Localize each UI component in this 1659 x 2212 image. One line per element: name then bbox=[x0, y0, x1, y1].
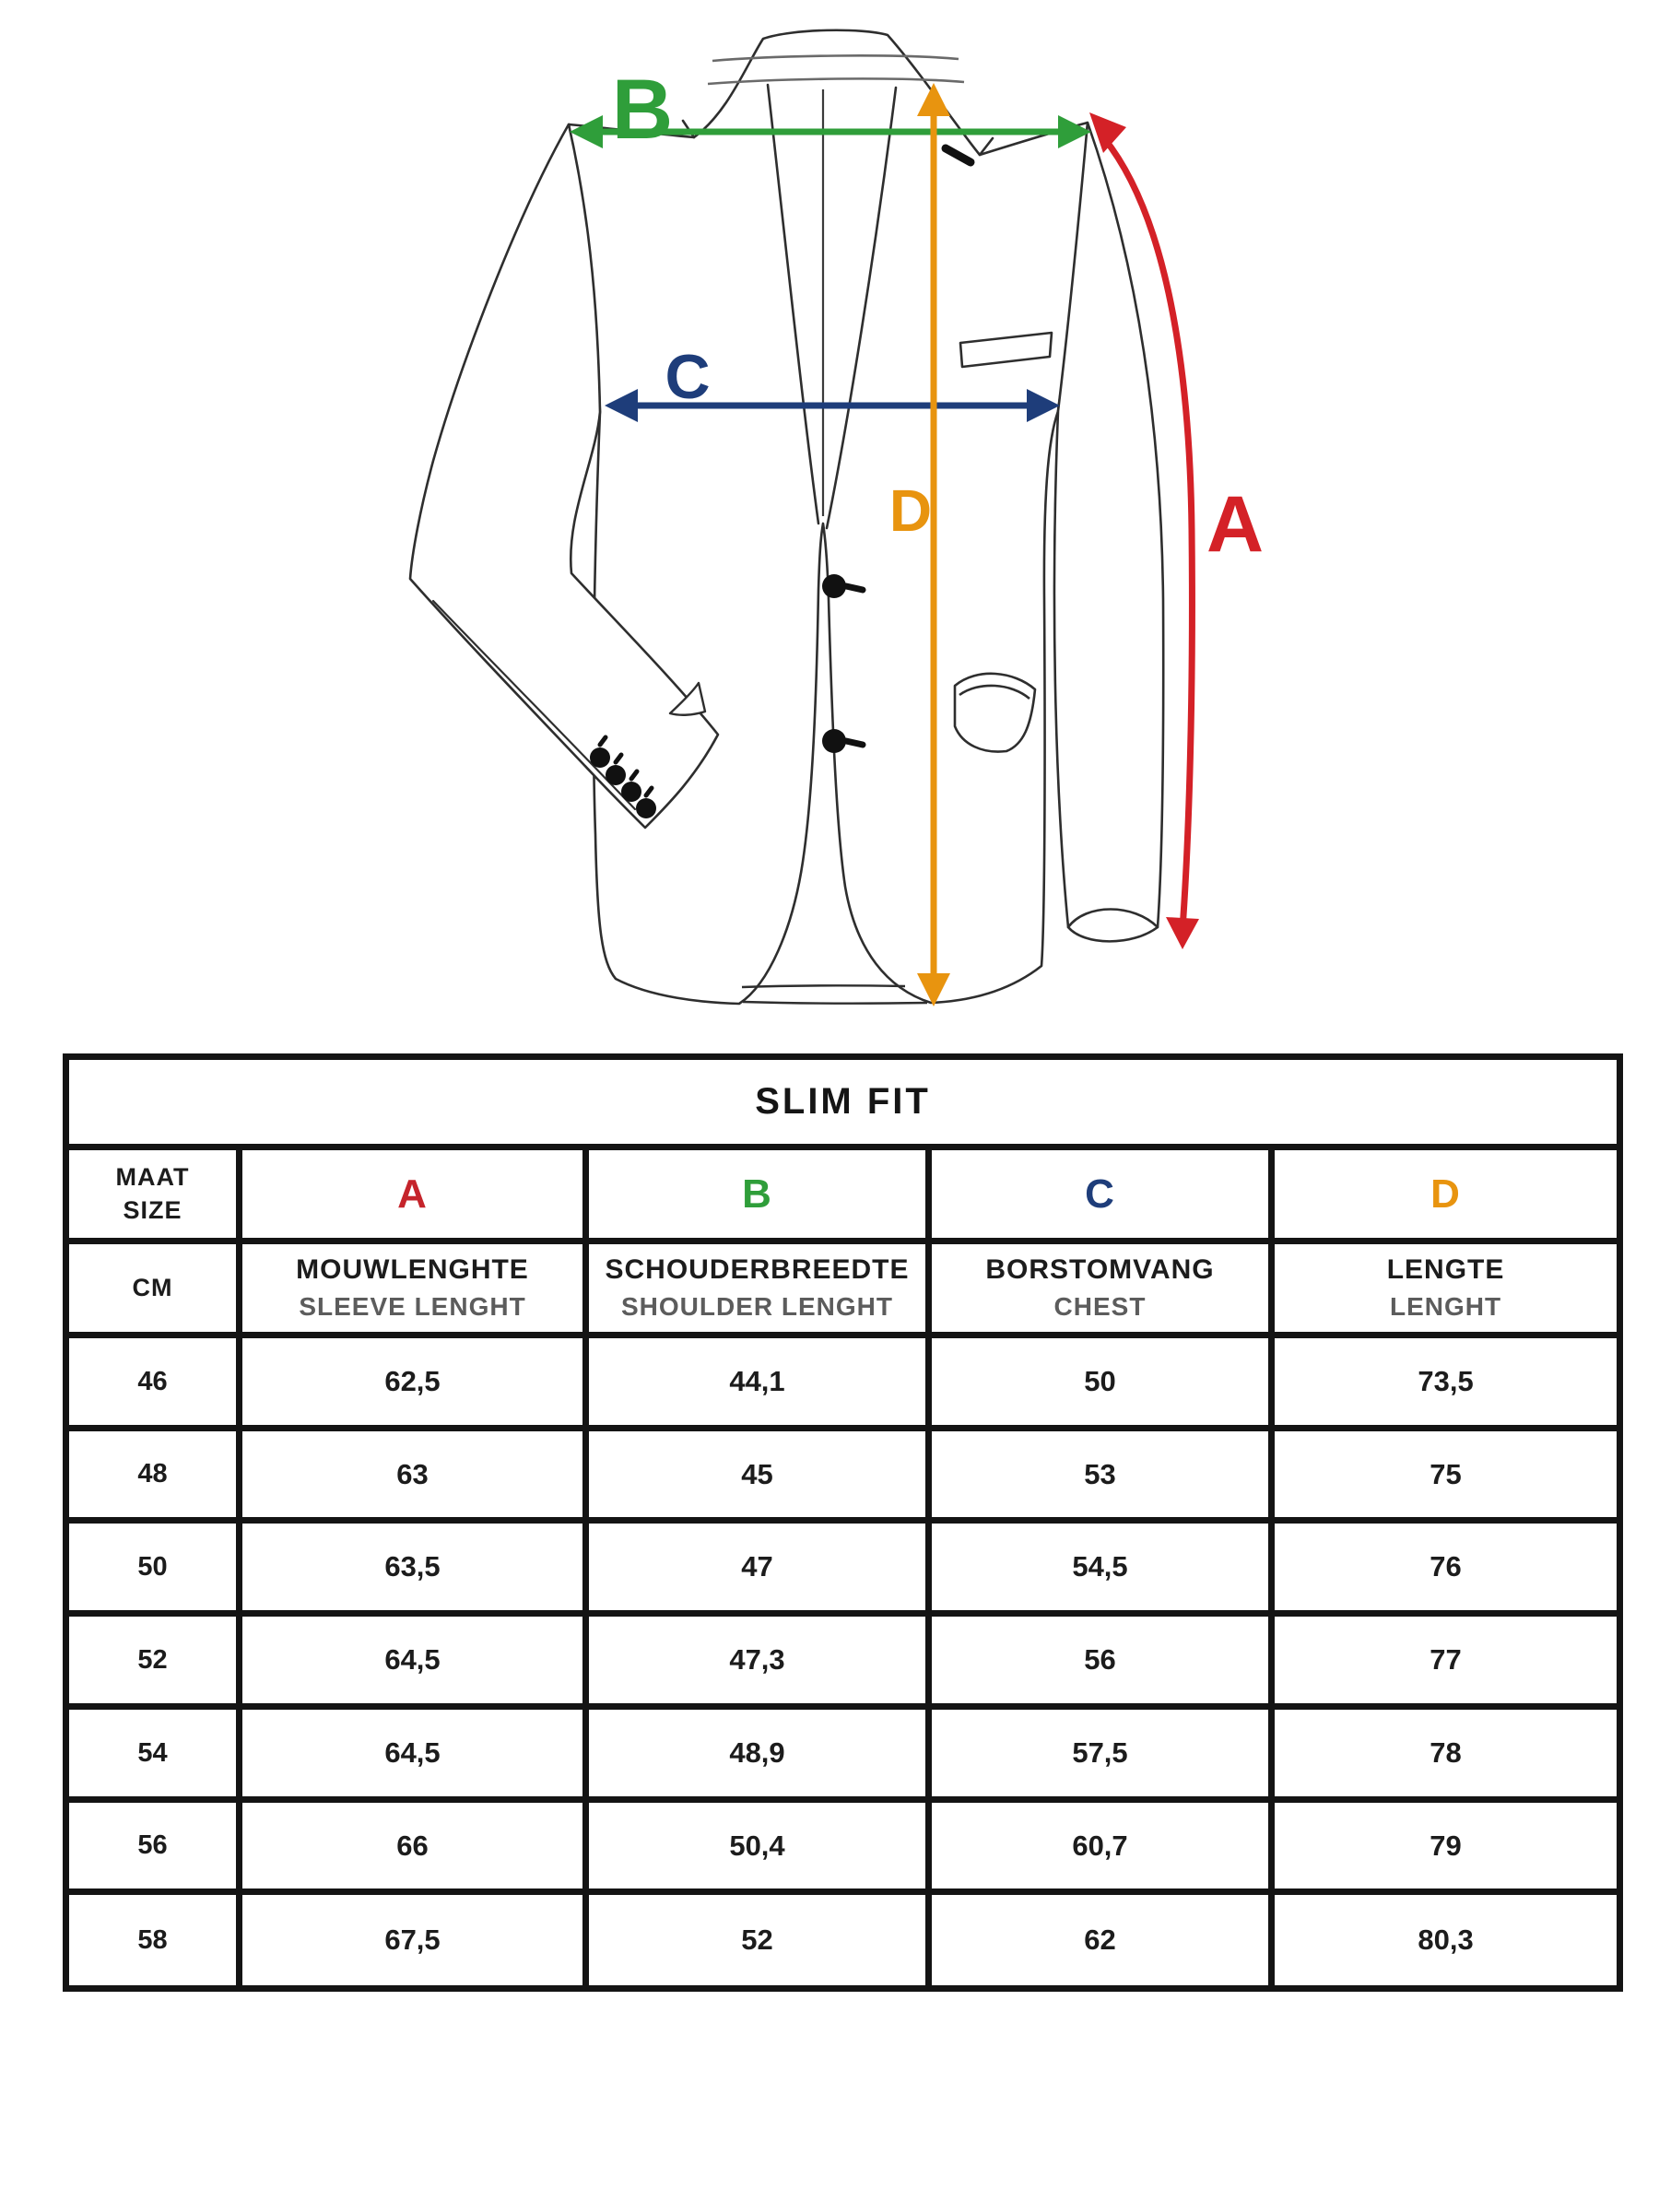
table-letter-row bbox=[66, 1147, 1620, 1241]
size-header-cell bbox=[66, 1147, 240, 1241]
table-title-row bbox=[66, 1057, 1620, 1147]
column-letter-a: A bbox=[240, 1147, 586, 1241]
column-name-a bbox=[240, 1241, 586, 1335]
column-letter-b: B bbox=[586, 1147, 929, 1241]
cell-d: 79 bbox=[1272, 1800, 1620, 1892]
size-header-line1: MAAT bbox=[115, 1163, 190, 1192]
column-name-c-nl: BORSTOMVANG bbox=[985, 1254, 1215, 1286]
cell-size: 46 bbox=[66, 1335, 240, 1429]
cell-d: 76 bbox=[1272, 1521, 1620, 1614]
cell-size: 56 bbox=[66, 1800, 240, 1892]
cell-b: 47,3 bbox=[586, 1614, 929, 1707]
table-row bbox=[66, 1707, 1620, 1800]
table-row bbox=[66, 1429, 1620, 1521]
cell-b: 50,4 bbox=[586, 1800, 929, 1892]
cell-a: 67,5 bbox=[240, 1892, 586, 1989]
table-row bbox=[66, 1335, 1620, 1429]
cell-b: 48,9 bbox=[586, 1707, 929, 1800]
cell-a: 62,5 bbox=[240, 1335, 586, 1429]
cell-a: 64,5 bbox=[240, 1614, 586, 1707]
measure-label-d: D bbox=[888, 477, 933, 544]
cell-d: 78 bbox=[1272, 1707, 1620, 1800]
column-name-b-nl: SCHOUDERBREEDTE bbox=[605, 1254, 910, 1286]
cell-c: 62 bbox=[929, 1892, 1272, 1989]
cell-b: 52 bbox=[586, 1892, 929, 1989]
cell-d: 75 bbox=[1272, 1429, 1620, 1521]
measure-label-b: B bbox=[611, 63, 674, 157]
cell-a: 63,5 bbox=[240, 1521, 586, 1614]
cell-size: 54 bbox=[66, 1707, 240, 1800]
column-letter-c: C bbox=[929, 1147, 1272, 1241]
column-name-c-en: CHEST bbox=[1053, 1291, 1147, 1321]
column-name-d-en: LENGHT bbox=[1389, 1291, 1502, 1321]
cell-a: 63 bbox=[240, 1429, 586, 1521]
column-name-c bbox=[929, 1241, 1272, 1335]
cell-d: 77 bbox=[1272, 1614, 1620, 1707]
column-name-a-nl: MOUWLENGHTE bbox=[296, 1254, 529, 1286]
cell-c: 54,5 bbox=[929, 1521, 1272, 1614]
cell-b: 44,1 bbox=[586, 1335, 929, 1429]
cell-c: 56 bbox=[929, 1614, 1272, 1707]
cell-b: 45 bbox=[586, 1429, 929, 1521]
measure-label-c: C bbox=[665, 342, 711, 412]
column-name-b bbox=[586, 1241, 929, 1335]
cell-c: 60,7 bbox=[929, 1800, 1272, 1892]
size-header-line2: SIZE bbox=[123, 1195, 182, 1224]
column-name-d bbox=[1272, 1241, 1620, 1335]
unit-cell: CM bbox=[66, 1241, 240, 1335]
cell-size: 58 bbox=[66, 1892, 240, 1989]
column-letter-d: D bbox=[1272, 1147, 1620, 1241]
cell-size: 50 bbox=[66, 1521, 240, 1614]
column-name-d-nl: LENGTE bbox=[1386, 1254, 1505, 1286]
table-title: SLIM FIT bbox=[66, 1057, 1620, 1147]
cell-c: 57,5 bbox=[929, 1707, 1272, 1800]
cell-size: 52 bbox=[66, 1614, 240, 1707]
cell-size: 48 bbox=[66, 1429, 240, 1521]
cell-a: 66 bbox=[240, 1800, 586, 1892]
table-row bbox=[66, 1521, 1620, 1614]
jacket-measurement-diagram bbox=[0, 0, 1659, 1053]
cell-d: 73,5 bbox=[1272, 1335, 1620, 1429]
cell-b: 47 bbox=[586, 1521, 929, 1614]
table-row bbox=[66, 1800, 1620, 1892]
table-colname-row bbox=[66, 1241, 1620, 1335]
cell-c: 50 bbox=[929, 1335, 1272, 1429]
table-row bbox=[66, 1614, 1620, 1707]
cell-d: 80,3 bbox=[1272, 1892, 1620, 1989]
measure-label-a: A bbox=[1206, 480, 1265, 569]
column-name-b-en: SHOULDER LENGHT bbox=[621, 1291, 893, 1321]
jacket-diagram-svg bbox=[0, 0, 1659, 1053]
table-row bbox=[66, 1892, 1620, 1989]
column-name-a-en: SLEEVE LENGHT bbox=[299, 1291, 526, 1321]
cell-c: 53 bbox=[929, 1429, 1272, 1521]
size-table bbox=[63, 1053, 1623, 1992]
size-table-wrap bbox=[63, 1053, 1617, 1987]
cell-a: 64,5 bbox=[240, 1707, 586, 1800]
